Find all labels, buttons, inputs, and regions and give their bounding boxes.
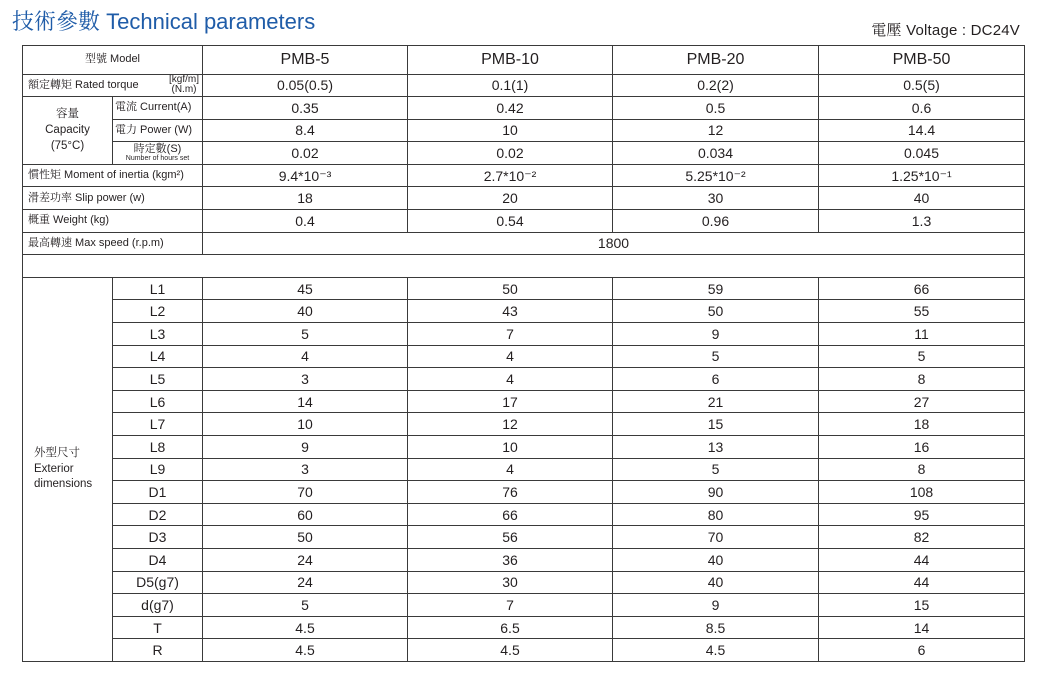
slip-power-value: 40 [819,187,1025,210]
dimension-label: L6 [113,391,203,414]
empty-row [23,255,1025,278]
current-label: 電流 Current(A) [113,97,203,120]
dimension-value: 6 [819,639,1025,662]
dimension-value: 9 [613,323,819,346]
weight-value: 0.96 [613,210,819,233]
dimension-value: 43 [408,300,613,323]
dimension-value: 9 [203,436,408,459]
dimension-value: 60 [203,504,408,527]
capacity-label-zh: 容量 [56,108,79,121]
time-constant-value: 0.02 [408,142,613,165]
power-value: 8.4 [203,120,408,143]
dimension-value: 24 [203,572,408,595]
dimension-value: 14 [819,617,1025,640]
dimension-value: 36 [408,549,613,572]
power-label: 電力 Power (W) [113,120,203,143]
weight-label: 概重 Weight (kg) [23,210,203,233]
dimension-label: L8 [113,436,203,459]
dimension-value: 27 [819,391,1025,414]
dimension-value: 76 [408,481,613,504]
inertia-label: 慣性矩 Moment of inertia (kgm²) [23,165,203,188]
dimension-label: D2 [113,504,203,527]
dimension-value: 5 [613,346,819,369]
dimension-value: 7 [408,594,613,617]
dimension-value: 4 [408,368,613,391]
dimension-label: D1 [113,481,203,504]
slip-power-value: 18 [203,187,408,210]
max-speed-value: 1800 [203,233,1025,256]
rated-torque-value: 0.05(0.5) [203,75,408,98]
inertia-value: 9.4*10⁻³ [203,165,408,188]
dimension-value: 44 [819,572,1025,595]
dimension-value: 40 [613,572,819,595]
time-constant-value: 0.02 [203,142,408,165]
model-header-label: 型號 Model [23,46,203,75]
exterior-label-en-1: Exterior [34,462,74,475]
dimension-value: 5 [203,323,408,346]
inertia-value: 5.25*10⁻² [613,165,819,188]
dimension-label: T [113,617,203,640]
time-constant-value: 0.034 [613,142,819,165]
dimension-value: 15 [613,413,819,436]
dimension-label: L5 [113,368,203,391]
dimension-value: 50 [613,300,819,323]
dimension-value: 30 [408,572,613,595]
dimension-value: 6.5 [408,617,613,640]
current-value: 0.6 [819,97,1025,120]
dimension-value: 4.5 [613,639,819,662]
weight-value: 0.54 [408,210,613,233]
inertia-value: 1.25*10⁻¹ [819,165,1025,188]
dimension-value: 13 [613,436,819,459]
voltage-label: 電壓 Voltage : DC24V [871,22,1020,39]
dimension-label: L7 [113,413,203,436]
dimension-value: 4 [203,346,408,369]
rated-torque-unit-top: [kgf/m] [168,74,199,86]
time-constant-sublabel: Number of hours set [125,154,190,162]
dimension-value: 4.5 [408,639,613,662]
rated-torque-label [23,75,203,98]
model-header-cell: PMB-5 [203,46,408,75]
dimension-value: 4 [408,346,613,369]
dimension-value: 50 [408,278,613,301]
dimension-value: 8.5 [613,617,819,640]
dimension-label: L1 [113,278,203,301]
time-constant-label [113,142,203,165]
dimension-value: 7 [408,323,613,346]
dimension-value: 24 [203,549,408,572]
dimension-value: 66 [819,278,1025,301]
dimension-value: 8 [819,459,1025,482]
slip-power-label: 滑差功率 Slip power (w) [23,187,203,210]
rated-torque-value: 0.5(5) [819,75,1025,98]
dimension-label: d(g7) [113,594,203,617]
dimension-label: L3 [113,323,203,346]
exterior-label-en-2: dimensions [34,478,93,491]
power-value: 14.4 [819,120,1025,143]
power-value: 12 [613,120,819,143]
dimension-value: 66 [408,504,613,527]
dimension-value: 4.5 [203,617,408,640]
dimension-value: 40 [203,300,408,323]
rated-torque-unit-bottom: (N.m) [171,84,197,96]
dimension-value: 56 [408,526,613,549]
power-value: 10 [408,120,613,143]
rated-torque-value: 0.2(2) [613,75,819,98]
dimension-value: 70 [613,526,819,549]
slip-power-value: 20 [408,187,613,210]
model-header-cell: PMB-50 [819,46,1025,75]
rated-torque-unit [169,75,199,95]
dimension-value: 8 [819,368,1025,391]
dimension-value: 4.5 [203,639,408,662]
dimension-label: R [113,639,203,662]
dimension-value: 16 [819,436,1025,459]
dimension-value: 5 [819,346,1025,369]
rated-torque-value: 0.1(1) [408,75,613,98]
dimension-value: 17 [408,391,613,414]
dimension-value: 90 [613,481,819,504]
model-header-cell: PMB-10 [408,46,613,75]
dimension-value: 14 [203,391,408,414]
capacity-group-label [23,97,113,165]
dimension-value: 15 [819,594,1025,617]
dimension-value: 59 [613,278,819,301]
dimension-value: 21 [613,391,819,414]
dimension-label: D4 [113,549,203,572]
time-constant-value: 0.045 [819,142,1025,165]
dimension-value: 70 [203,481,408,504]
dimension-value: 10 [203,413,408,436]
dimension-label: L2 [113,300,203,323]
spec-table [22,45,1025,662]
dimension-value: 5 [613,459,819,482]
dimension-label: L9 [113,459,203,482]
dimension-value: 5 [203,594,408,617]
weight-value: 1.3 [819,210,1025,233]
dimension-label: L4 [113,346,203,369]
dimension-value: 55 [819,300,1025,323]
dimension-value: 82 [819,526,1025,549]
dimension-value: 40 [613,549,819,572]
dimension-value: 3 [203,368,408,391]
dimension-value: 50 [203,526,408,549]
dimension-value: 6 [613,368,819,391]
dimension-value: 18 [819,413,1025,436]
exterior-dimensions-group-label [23,278,113,662]
dimension-value: 95 [819,504,1025,527]
dimension-value: 4 [408,459,613,482]
dimension-value: 108 [819,481,1025,504]
capacity-label-temp: (75°C) [50,140,85,153]
current-value: 0.42 [408,97,613,120]
dimension-label: D3 [113,526,203,549]
dimension-value: 45 [203,278,408,301]
dimension-label: D5(g7) [113,572,203,595]
dimension-value: 3 [203,459,408,482]
inertia-value: 2.7*10⁻² [408,165,613,188]
model-header-cell: PMB-20 [613,46,819,75]
capacity-label-en: Capacity [45,124,90,137]
dimension-value: 10 [408,436,613,459]
weight-value: 0.4 [203,210,408,233]
current-value: 0.35 [203,97,408,120]
slip-power-value: 30 [613,187,819,210]
dimension-value: 11 [819,323,1025,346]
dimension-value: 9 [613,594,819,617]
page-title: 技術參數 Technical parameters [12,9,316,34]
exterior-label-zh: 外型尺寸 [34,447,80,460]
dimension-value: 80 [613,504,819,527]
max-speed-label: 最高轉速 Max speed (r.p.m) [23,233,203,256]
rated-torque-label-text: 額定轉矩 Rated torque [28,78,139,91]
current-value: 0.5 [613,97,819,120]
dimension-value: 44 [819,549,1025,572]
time-constant-label-text: 時定數(S) [133,142,182,155]
dimension-value: 12 [408,413,613,436]
